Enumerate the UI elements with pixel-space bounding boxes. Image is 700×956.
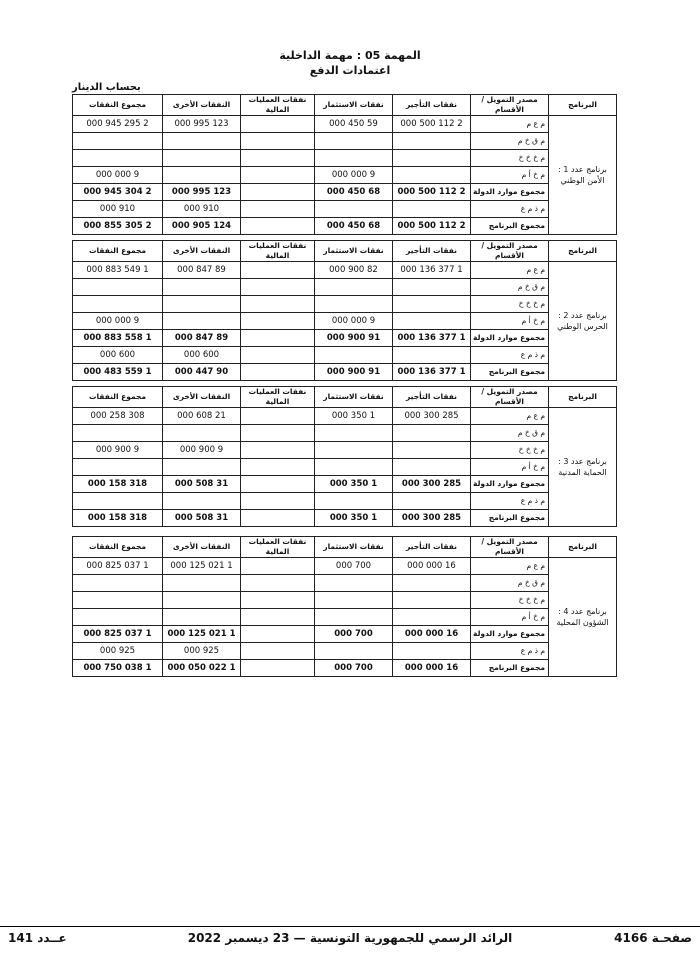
- cell-other: 90 447 000: [163, 364, 241, 381]
- cell-financial: [241, 558, 315, 575]
- budget-table: [72, 94, 617, 235]
- cell-salaries: [393, 201, 471, 218]
- cell-total: 1 038 750 000: [73, 660, 163, 677]
- cell-investment: 700 000: [315, 626, 393, 643]
- column-header-source: مصدر التمويل / الأقسام: [471, 95, 549, 116]
- cell-salaries: 285 300 000: [393, 408, 471, 425]
- table-row: [73, 626, 617, 643]
- column-header-program: البرنامج: [549, 537, 617, 558]
- cell-salaries: 1 377 136 000: [393, 364, 471, 381]
- cell-investment: 91 900 000: [315, 330, 393, 347]
- column-header-other: النفقات الأخرى: [163, 537, 241, 558]
- cell-financial: [241, 150, 315, 167]
- cell-other: [163, 279, 241, 296]
- cell-source: مجموع موارد الدولة: [471, 330, 549, 347]
- table-row: [73, 660, 617, 677]
- cell-total: 318 158 000: [73, 476, 163, 493]
- cell-financial: [241, 347, 315, 364]
- program-table-1: [72, 94, 616, 235]
- cell-total: 925 000: [73, 643, 163, 660]
- cell-salaries: [393, 609, 471, 626]
- section-subtitle: اعتمادات الدفع: [309, 64, 391, 77]
- cell-financial: [241, 510, 315, 527]
- cell-total: [73, 425, 163, 442]
- cell-source: م خ خ خ: [471, 296, 549, 313]
- table-row: [73, 184, 617, 201]
- cell-financial: [241, 660, 315, 677]
- cell-other: 31 508 000: [163, 510, 241, 527]
- cell-financial: [241, 262, 315, 279]
- cell-source: م خ خ خ: [471, 150, 549, 167]
- cell-investment: [315, 442, 393, 459]
- table-header-row: [73, 241, 617, 262]
- cell-investment: 59 450 000: [315, 116, 393, 133]
- table-row: [73, 347, 617, 364]
- column-header-investment: نفقات الاستثمار: [315, 537, 393, 558]
- cell-investment: 1 350 000: [315, 476, 393, 493]
- cell-other: 910 000: [163, 201, 241, 218]
- cell-investment: 1 350 000: [315, 510, 393, 527]
- cell-source: م ع م: [471, 262, 549, 279]
- table-row: [73, 425, 617, 442]
- column-header-total: مجموع النفقات: [73, 95, 163, 116]
- column-header-program: البرنامج: [549, 387, 617, 408]
- cell-salaries: [393, 575, 471, 592]
- column-header-financial: نفقات العمليات المالية: [241, 537, 315, 558]
- cell-other: [163, 592, 241, 609]
- cell-investment: [315, 592, 393, 609]
- cell-other: [163, 425, 241, 442]
- cell-salaries: 285 300 000: [393, 476, 471, 493]
- budget-table: [72, 386, 617, 527]
- cell-financial: [241, 425, 315, 442]
- cell-investment: 700 000: [315, 558, 393, 575]
- footer-divider: [0, 926, 700, 927]
- column-header-financial: نفقات العمليات المالية: [241, 241, 315, 262]
- cell-source: مجموع موارد الدولة: [471, 476, 549, 493]
- table-row: [73, 150, 617, 167]
- column-header-total: مجموع النفقات: [73, 387, 163, 408]
- table-row: [73, 459, 617, 476]
- cell-salaries: [393, 133, 471, 150]
- cell-other: [163, 167, 241, 184]
- table-row: [73, 364, 617, 381]
- table-row: [73, 201, 617, 218]
- column-header-salaries: نفقات التأجير: [393, 387, 471, 408]
- cell-source: م ق خ م: [471, 279, 549, 296]
- cell-total: 308 258 000: [73, 408, 163, 425]
- column-header-total: مجموع النفقات: [73, 537, 163, 558]
- cell-financial: [241, 442, 315, 459]
- cell-total: [73, 296, 163, 313]
- cell-source: مجموع البرنامج: [471, 218, 549, 235]
- cell-investment: [315, 279, 393, 296]
- table-header-row: [73, 387, 617, 408]
- cell-investment: 9 000 000: [315, 167, 393, 184]
- cell-total: 9 000 000: [73, 167, 163, 184]
- cell-salaries: [393, 643, 471, 660]
- page-number: صفحـة 4166: [614, 931, 692, 945]
- table-row: [73, 313, 617, 330]
- cell-investment: [315, 425, 393, 442]
- column-header-salaries: نفقات التأجير: [393, 537, 471, 558]
- cell-other: 600 000: [163, 347, 241, 364]
- cell-total: [73, 150, 163, 167]
- cell-total: 1 037 825 000: [73, 626, 163, 643]
- cell-source: مجموع موارد الدولة: [471, 626, 549, 643]
- cell-salaries: [393, 313, 471, 330]
- cell-other: 31 508 000: [163, 476, 241, 493]
- column-header-source: مصدر التمويل / الأقسام: [471, 387, 549, 408]
- cell-financial: [241, 167, 315, 184]
- table-row: [73, 330, 617, 347]
- cell-other: 21 608 000: [163, 408, 241, 425]
- table-row: [73, 296, 617, 313]
- cell-other: 9 900 000: [163, 442, 241, 459]
- table-row: [73, 476, 617, 493]
- cell-financial: [241, 116, 315, 133]
- cell-other: 89 847 000: [163, 330, 241, 347]
- program-name: برنامج عدد 3 : الحماية المدنية: [549, 408, 617, 527]
- table-header-row: [73, 537, 617, 558]
- cell-source: م خ أ م: [471, 609, 549, 626]
- table-row: [73, 262, 617, 279]
- cell-financial: [241, 476, 315, 493]
- cell-source: م ع م: [471, 116, 549, 133]
- column-header-investment: نفقات الاستثمار: [315, 387, 393, 408]
- cell-source: مجموع البرنامج: [471, 510, 549, 527]
- cell-source: م خ خ خ: [471, 592, 549, 609]
- table-row: [73, 408, 617, 425]
- cell-other: 1 022 050 000: [163, 660, 241, 677]
- program-name: برنامج عدد 2 : الحرس الوطني: [549, 262, 617, 381]
- cell-source: مجموع البرنامج: [471, 660, 549, 677]
- cell-financial: [241, 493, 315, 510]
- cell-other: [163, 313, 241, 330]
- cell-total: [73, 609, 163, 626]
- cell-financial: [241, 133, 315, 150]
- cell-other: [163, 493, 241, 510]
- cell-salaries: [393, 279, 471, 296]
- currency-unit-label: بحساب الدينار: [72, 82, 141, 93]
- cell-other: [163, 133, 241, 150]
- cell-financial: [241, 296, 315, 313]
- table-row: [73, 167, 617, 184]
- cell-investment: [315, 150, 393, 167]
- cell-salaries: 16 000 000: [393, 558, 471, 575]
- program-name: برنامج عدد 4 : الشؤون المحلية: [549, 558, 617, 677]
- table-row: [73, 218, 617, 235]
- cell-salaries: [393, 592, 471, 609]
- cell-financial: [241, 609, 315, 626]
- cell-total: [73, 575, 163, 592]
- cell-financial: [241, 330, 315, 347]
- column-header-other: النفقات الأخرى: [163, 387, 241, 408]
- column-header-financial: نفقات العمليات المالية: [241, 95, 315, 116]
- cell-investment: 9 000 000: [315, 313, 393, 330]
- table-row: [73, 510, 617, 527]
- cell-other: [163, 575, 241, 592]
- table-header-row: [73, 95, 617, 116]
- cell-salaries: [393, 425, 471, 442]
- cell-financial: [241, 408, 315, 425]
- cell-investment: [315, 296, 393, 313]
- program-name: برنامج عدد 1 : الأمن الوطني: [549, 116, 617, 235]
- cell-total: 2 304 945 000: [73, 184, 163, 201]
- cell-other: 124 905 000: [163, 218, 241, 235]
- table-row: [73, 116, 617, 133]
- cell-source: م ع م: [471, 408, 549, 425]
- cell-other: [163, 150, 241, 167]
- cell-source: م ذ م ع: [471, 493, 549, 510]
- budget-table: [72, 240, 617, 381]
- column-header-program: البرنامج: [549, 95, 617, 116]
- cell-financial: [241, 643, 315, 660]
- cell-total: 910 000: [73, 201, 163, 218]
- cell-investment: [315, 493, 393, 510]
- table-row: [73, 442, 617, 459]
- column-header-source: مصدر التمويل / الأقسام: [471, 537, 549, 558]
- cell-investment: [315, 347, 393, 364]
- cell-other: 1 021 125 000: [163, 626, 241, 643]
- cell-total: 318 158 000: [73, 510, 163, 527]
- cell-total: 9 900 000: [73, 442, 163, 459]
- cell-salaries: [393, 167, 471, 184]
- cell-salaries: 285 300 000: [393, 510, 471, 527]
- cell-source: م ذ م ع: [471, 347, 549, 364]
- column-header-investment: نفقات الاستثمار: [315, 241, 393, 262]
- cell-salaries: [393, 296, 471, 313]
- cell-salaries: 16 000 000: [393, 660, 471, 677]
- journal-title: الرائد الرسمي للجمهورية التونسية — 23 ديسمبر 2022: [187, 931, 513, 945]
- column-header-salaries: نفقات التأجير: [393, 241, 471, 262]
- column-header-program: البرنامج: [549, 241, 617, 262]
- cell-salaries: 2 112 500 000: [393, 218, 471, 235]
- column-header-financial: نفقات العمليات المالية: [241, 387, 315, 408]
- column-header-investment: نفقات الاستثمار: [315, 95, 393, 116]
- cell-other: 925 000: [163, 643, 241, 660]
- cell-salaries: [393, 150, 471, 167]
- cell-source: م ع م: [471, 558, 549, 575]
- table-row: [73, 279, 617, 296]
- table-row: [73, 575, 617, 592]
- cell-salaries: 16 000 000: [393, 626, 471, 643]
- cell-financial: [241, 592, 315, 609]
- column-header-total: مجموع النفقات: [73, 241, 163, 262]
- cell-source: مجموع البرنامج: [471, 364, 549, 381]
- cell-financial: [241, 626, 315, 643]
- cell-salaries: [393, 493, 471, 510]
- cell-salaries: [393, 459, 471, 476]
- column-header-other: النفقات الأخرى: [163, 95, 241, 116]
- cell-source: م ق خ م: [471, 425, 549, 442]
- table-row: [73, 133, 617, 150]
- cell-financial: [241, 364, 315, 381]
- cell-financial: [241, 459, 315, 476]
- cell-total: 600 000: [73, 347, 163, 364]
- table-row: [73, 558, 617, 575]
- cell-investment: [315, 201, 393, 218]
- cell-total: 1 549 883 000: [73, 262, 163, 279]
- cell-salaries: 1 377 136 000: [393, 262, 471, 279]
- cell-source: مجموع موارد الدولة: [471, 184, 549, 201]
- cell-investment: 68 450 000: [315, 184, 393, 201]
- cell-financial: [241, 218, 315, 235]
- cell-total: [73, 133, 163, 150]
- cell-investment: [315, 133, 393, 150]
- table-row: [73, 592, 617, 609]
- cell-total: [73, 493, 163, 510]
- cell-other: [163, 609, 241, 626]
- cell-source: م ق خ م: [471, 133, 549, 150]
- table-row: [73, 493, 617, 510]
- budget-table: [72, 536, 617, 677]
- cell-financial: [241, 184, 315, 201]
- cell-other: 123 995 000: [163, 116, 241, 133]
- issue-number: عــدد 141: [8, 931, 67, 945]
- cell-financial: [241, 279, 315, 296]
- cell-financial: [241, 313, 315, 330]
- cell-financial: [241, 575, 315, 592]
- cell-source: م ذ م ع: [471, 201, 549, 218]
- cell-source: م ذ م ع: [471, 643, 549, 660]
- cell-total: [73, 459, 163, 476]
- cell-investment: 82 900 000: [315, 262, 393, 279]
- cell-investment: 1 350 000: [315, 408, 393, 425]
- cell-total: 1 558 883 000: [73, 330, 163, 347]
- cell-other: [163, 459, 241, 476]
- table-row: [73, 643, 617, 660]
- cell-source: م خ أ م: [471, 167, 549, 184]
- cell-total: 2 295 945 000: [73, 116, 163, 133]
- program-table-2: [72, 240, 616, 381]
- cell-other: 123 995 000: [163, 184, 241, 201]
- mission-title: المهمة 05 : مهمة الداخلية: [279, 49, 421, 62]
- cell-investment: [315, 575, 393, 592]
- column-header-salaries: نفقات التأجير: [393, 95, 471, 116]
- cell-investment: 91 900 000: [315, 364, 393, 381]
- program-table-3: [72, 386, 616, 527]
- cell-salaries: [393, 442, 471, 459]
- cell-total: 2 305 855 000: [73, 218, 163, 235]
- cell-investment: [315, 609, 393, 626]
- cell-salaries: 2 112 500 000: [393, 116, 471, 133]
- program-table-4: [72, 536, 616, 677]
- cell-other: 89 847 000: [163, 262, 241, 279]
- cell-other: 1 021 125 000: [163, 558, 241, 575]
- cell-total: [73, 592, 163, 609]
- cell-salaries: 1 377 136 000: [393, 330, 471, 347]
- cell-source: م ق خ م: [471, 575, 549, 592]
- cell-investment: [315, 459, 393, 476]
- cell-total: [73, 279, 163, 296]
- column-header-source: مصدر التمويل / الأقسام: [471, 241, 549, 262]
- column-header-other: النفقات الأخرى: [163, 241, 241, 262]
- cell-total: 9 000 000: [73, 313, 163, 330]
- table-row: [73, 609, 617, 626]
- cell-financial: [241, 201, 315, 218]
- cell-investment: 700 000: [315, 660, 393, 677]
- cell-source: م خ أ م: [471, 313, 549, 330]
- cell-salaries: [393, 347, 471, 364]
- cell-salaries: 2 112 500 000: [393, 184, 471, 201]
- cell-other: [163, 296, 241, 313]
- cell-total: 1 559 483 000: [73, 364, 163, 381]
- cell-investment: [315, 643, 393, 660]
- cell-source: م خ خ خ: [471, 442, 549, 459]
- cell-investment: 68 450 000: [315, 218, 393, 235]
- cell-source: م خ أ م: [471, 459, 549, 476]
- cell-total: 1 037 825 000: [73, 558, 163, 575]
